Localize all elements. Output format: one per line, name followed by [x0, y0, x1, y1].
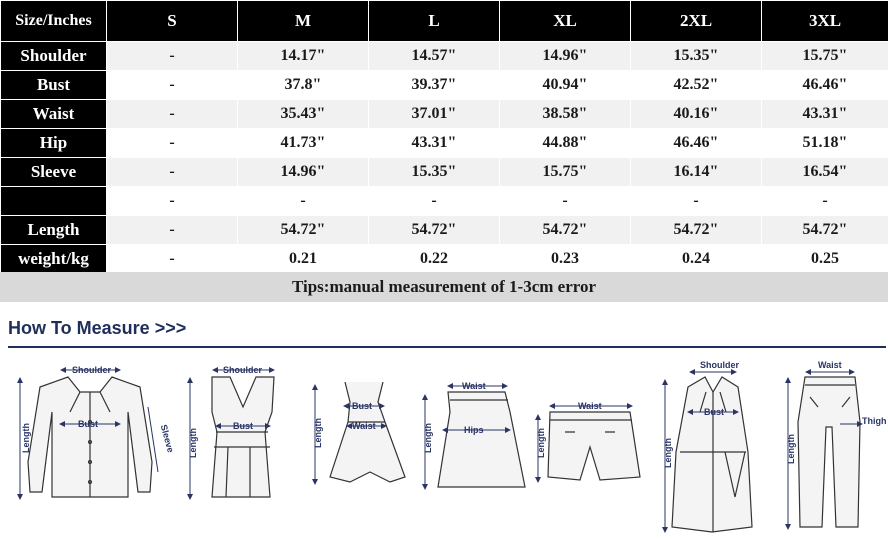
header-size-m: M [238, 1, 369, 42]
table-row [1, 187, 888, 216]
table-cell: 41.73" [238, 129, 369, 158]
table-cell: - [107, 129, 238, 158]
table-cell: 14.17" [238, 42, 369, 71]
header-size-3xl: 3XL [762, 1, 888, 42]
label-bust-1: Bust [78, 419, 98, 429]
table-cell: 15.35" [631, 42, 762, 71]
table-cell: 0.23 [500, 245, 631, 274]
table-cell: 16.14" [631, 158, 762, 187]
title-divider [8, 346, 886, 348]
table-cell: - [107, 71, 238, 100]
table-cell: 44.88" [500, 129, 631, 158]
table-cell: 51.18" [762, 129, 888, 158]
table-cell: 54.72" [500, 216, 631, 245]
label-length-7: Length [786, 434, 796, 464]
row-label: Shoulder [1, 42, 107, 71]
table-cell: 42.52" [631, 71, 762, 100]
table-cell: 40.16" [631, 100, 762, 129]
label-length-6: Length [663, 438, 673, 468]
table-row [1, 71, 888, 100]
measure-illustrations [0, 352, 888, 539]
table-cell: 54.72" [369, 216, 500, 245]
table-row [1, 42, 888, 71]
label-waist-3: Waist [352, 421, 376, 431]
label-length-5: Length [536, 428, 546, 458]
table-cell: - [369, 187, 500, 216]
table-cell: - [107, 187, 238, 216]
table-cell: 35.43" [238, 100, 369, 129]
table-cell: 43.31" [369, 129, 500, 158]
table-cell: - [107, 100, 238, 129]
table-cell: 46.46" [631, 129, 762, 158]
label-shoulder-2: Shoulder [223, 365, 263, 375]
table-cell: 37.01" [369, 100, 500, 129]
table-cell: - [500, 187, 631, 216]
table-cell: 46.46" [762, 71, 888, 100]
table-cell: 0.24 [631, 245, 762, 274]
label-shoulder-1: Shoulder [72, 365, 112, 375]
table-cell: 16.54" [762, 158, 888, 187]
table-cell: 0.25 [762, 245, 888, 274]
table-cell: 15.75" [762, 42, 888, 71]
header-size-s: S [107, 1, 238, 42]
table-row [1, 158, 888, 187]
row-label: weight/kg [1, 245, 107, 274]
label-bust-2: Bust [233, 421, 253, 431]
label-bust-3: Bust [352, 401, 372, 411]
how-to-measure-title: How To Measure >>> [8, 318, 187, 338]
row-label [1, 187, 107, 216]
table-row [1, 100, 888, 129]
row-label: Bust [1, 71, 107, 100]
table-cell: 54.72" [631, 216, 762, 245]
label-bust-6: Bust [704, 407, 724, 417]
row-label: Sleeve [1, 158, 107, 187]
table-cell: 14.57" [369, 42, 500, 71]
label-length-3: Length [313, 418, 323, 448]
table-cell: - [238, 187, 369, 216]
label-shoulder-6: Shoulder [700, 360, 740, 370]
table-row [1, 216, 888, 245]
blouse-figure [28, 377, 152, 497]
table-cell: 0.22 [369, 245, 500, 274]
row-label: Hip [1, 129, 107, 158]
label-sleeve: Sleeve [158, 423, 176, 454]
row-label: Length [1, 216, 107, 245]
table-cell: 0.21 [238, 245, 369, 274]
table-cell: - [762, 187, 888, 216]
skirt-figure [438, 392, 525, 487]
row-label: Waist [1, 100, 107, 129]
table-row [1, 129, 888, 158]
label-waist-5: Waist [578, 401, 602, 411]
table-cell: 39.37" [369, 71, 500, 100]
header-size-xl: XL [500, 1, 631, 42]
table-cell: 15.75" [500, 158, 631, 187]
tips-text: Tips:manual measurement of 1-3cm error [0, 272, 888, 302]
table-cell: - [107, 42, 238, 71]
header-size-l: L [369, 1, 500, 42]
table-cell: 54.72" [762, 216, 888, 245]
label-length-4: Length [423, 423, 433, 453]
table-row [1, 245, 888, 274]
header-size-inches: Size/Inches [1, 1, 107, 42]
label-hips: Hips [464, 425, 484, 435]
table-cell: 14.96" [500, 42, 631, 71]
header-size-2xl: 2XL [631, 1, 762, 42]
table-cell: - [631, 187, 762, 216]
table-cell: 54.72" [238, 216, 369, 245]
table-cell: 14.96" [238, 158, 369, 187]
table-cell: 37.8" [238, 71, 369, 100]
table-cell: 40.94" [500, 71, 631, 100]
table-cell: - [107, 245, 238, 274]
label-waist-7: Waist [818, 360, 842, 370]
pants-figure [798, 377, 860, 527]
label-length-2: Length [188, 428, 198, 458]
tank-top-figure [212, 377, 274, 497]
table-cell: 43.31" [762, 100, 888, 129]
table-cell: - [107, 158, 238, 187]
table-cell: 15.35" [369, 158, 500, 187]
label-length-1: Length [21, 423, 31, 453]
size-header-row [1, 1, 888, 42]
coat-figure [672, 377, 752, 532]
dress-figure [330, 382, 405, 482]
label-waist-4: Waist [462, 381, 486, 391]
shorts-figure [548, 412, 640, 480]
table-cell: - [107, 216, 238, 245]
table-cell: 38.58" [500, 100, 631, 129]
label-thigh: Thigh [862, 416, 887, 426]
